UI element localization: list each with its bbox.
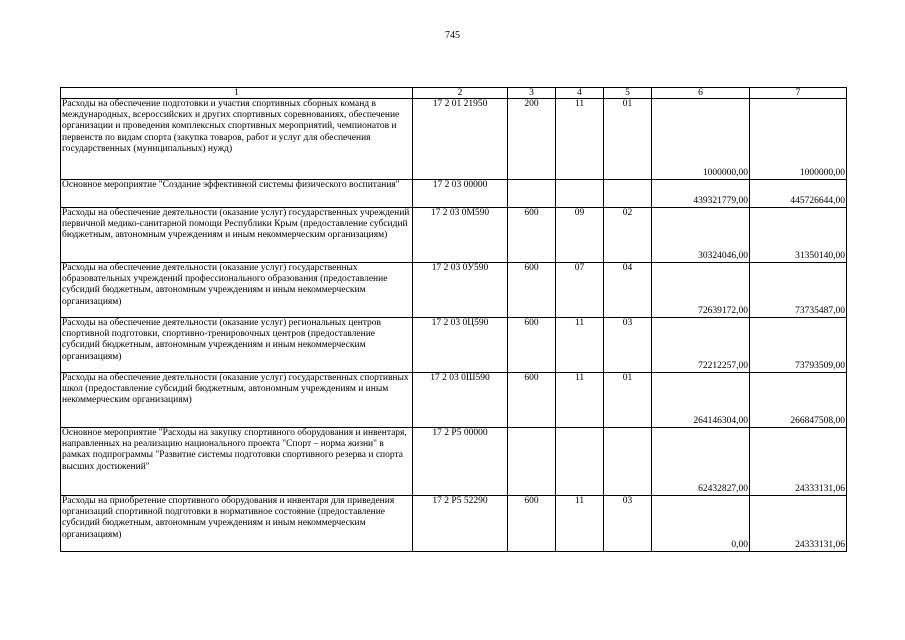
amount-year1: 72639172,00 bbox=[652, 263, 750, 318]
column-header: 1 bbox=[61, 88, 413, 99]
expense-type-code bbox=[508, 180, 556, 208]
target-article-code: 17 2 Р5 52290 bbox=[413, 496, 508, 552]
amount-year1: 439321779,00 bbox=[652, 180, 750, 208]
subsection-code: 02 bbox=[604, 208, 652, 263]
expense-name: Расходы на обеспечение подготовки и участия спортивных сборных команд в международных, всероссийских и других спортивных соревнованиях, обеспечение организации и проведения комплексных спортивных мероприятий, чемпионатов и первенств по видам спорта (закупка товаров, работ и услуг для обеспечения государственных (муниципальных) нужд) bbox=[61, 99, 413, 180]
subsection-code: 01 bbox=[604, 99, 652, 180]
amount-year1: 264146304,00 bbox=[652, 373, 750, 428]
budget-table bbox=[60, 87, 847, 552]
amount-year1: 0,00 bbox=[652, 496, 750, 552]
header-row bbox=[61, 88, 847, 99]
column-header: 2 bbox=[413, 88, 508, 99]
target-article-code: 17 2 03 0Ш590 bbox=[413, 373, 508, 428]
amount-year2: 266847508,00 bbox=[750, 373, 847, 428]
expense-name: Расходы на обеспечение деятельности (оказание услуг) государственных учреждений первичной медико-санитарной помощи Республики Крым (предоставление субсидий бюджетным, автономным учреждениям и иным некоммерческим организациям) bbox=[61, 208, 413, 263]
expense-type-code bbox=[508, 428, 556, 496]
amount-year1: 62432827,00 bbox=[652, 428, 750, 496]
amount-year2: 445726644,00 bbox=[750, 180, 847, 208]
table-row bbox=[61, 496, 847, 552]
amount-year1: 72212257,00 bbox=[652, 318, 750, 373]
amount-year2: 24333131,06 bbox=[750, 428, 847, 496]
target-article-code: 17 2 03 0М590 bbox=[413, 208, 508, 263]
expense-type-code: 600 bbox=[508, 263, 556, 318]
expense-name: Основное мероприятие "Расходы на закупку спортивного оборудования и инвентаря, направленных на реализацию национального проекта "Спорт – норма жизни" в рамках подпрограммы "Развитие системы подготовки спортивного резерва и спорта высших достижений" bbox=[61, 428, 413, 496]
target-article-code: 17 2 01 21950 bbox=[413, 99, 508, 180]
amount-year2: 1000000,00 bbox=[750, 99, 847, 180]
amount-year2: 73735487,00 bbox=[750, 263, 847, 318]
table-row bbox=[61, 208, 847, 263]
section-code: 11 bbox=[556, 99, 604, 180]
amount-year2: 24333131,06 bbox=[750, 496, 847, 552]
expense-type-code: 600 bbox=[508, 208, 556, 263]
table-row bbox=[61, 428, 847, 496]
section-code: 07 bbox=[556, 263, 604, 318]
expense-type-code: 600 bbox=[508, 318, 556, 373]
subsection-code: 01 bbox=[604, 373, 652, 428]
amount-year2: 73793509,00 bbox=[750, 318, 847, 373]
expense-type-code: 600 bbox=[508, 373, 556, 428]
column-header: 3 bbox=[508, 88, 556, 99]
table-row bbox=[61, 318, 847, 373]
column-header: 4 bbox=[556, 88, 604, 99]
section-code: 11 bbox=[556, 373, 604, 428]
expense-name: Расходы на приобретение спортивного оборудования и инвентаря для приведения организаций спортивной подготовки в нормативное состояние (предоставление субсидий бюджетным, автономным учреждениям и иным некоммерческим организациям) bbox=[61, 496, 413, 552]
subsection-code: 04 bbox=[604, 263, 652, 318]
subsection-code: 03 bbox=[604, 496, 652, 552]
amount-year2: 31350140,00 bbox=[750, 208, 847, 263]
section-code: 11 bbox=[556, 318, 604, 373]
column-header: 6 bbox=[652, 88, 750, 99]
target-article-code: 17 2 03 00000 bbox=[413, 180, 508, 208]
table-row bbox=[61, 263, 847, 318]
table-row bbox=[61, 99, 847, 180]
expense-type-code: 600 bbox=[508, 496, 556, 552]
expense-name: Расходы на обеспечение деятельности (оказание услуг) государственных образовательных учреждений профессионального образования (предоставление субсидий бюджетным, автономным учреждениям и иным некоммерческим организациям) bbox=[61, 263, 413, 318]
target-article-code: 17 2 Р5 00000 bbox=[413, 428, 508, 496]
expense-type-code: 200 bbox=[508, 99, 556, 180]
amount-year1: 1000000,00 bbox=[652, 99, 750, 180]
table-row bbox=[61, 373, 847, 428]
section-code: 11 bbox=[556, 496, 604, 552]
subsection-code bbox=[604, 180, 652, 208]
page-number: 745 bbox=[445, 30, 460, 41]
table-row bbox=[61, 180, 847, 208]
section-code bbox=[556, 428, 604, 496]
expense-name: Основное мероприятие "Создание эффективной системы физического воспитания" bbox=[61, 180, 413, 208]
expense-name: Расходы на обеспечение деятельности (оказание услуг) государственных спортивных школ (предоставление субсидий бюджетным, автономным учреждениям и иным некоммерческим организациям) bbox=[61, 373, 413, 428]
section-code: 09 bbox=[556, 208, 604, 263]
subsection-code bbox=[604, 428, 652, 496]
target-article-code: 17 2 03 0У590 bbox=[413, 263, 508, 318]
subsection-code: 03 bbox=[604, 318, 652, 373]
column-header: 5 bbox=[604, 88, 652, 99]
expense-name: Расходы на обеспечение деятельности (оказание услуг) региональных центров спортивной подготовки, спортивно-тренировочных центров (предоставление субсидий бюджетным, автономным учреждениям и иным некоммерческим организациям) bbox=[61, 318, 413, 373]
target-article-code: 17 2 03 0Ц590 bbox=[413, 318, 508, 373]
section-code bbox=[556, 180, 604, 208]
column-header: 7 bbox=[750, 88, 847, 99]
amount-year1: 30324046,00 bbox=[652, 208, 750, 263]
